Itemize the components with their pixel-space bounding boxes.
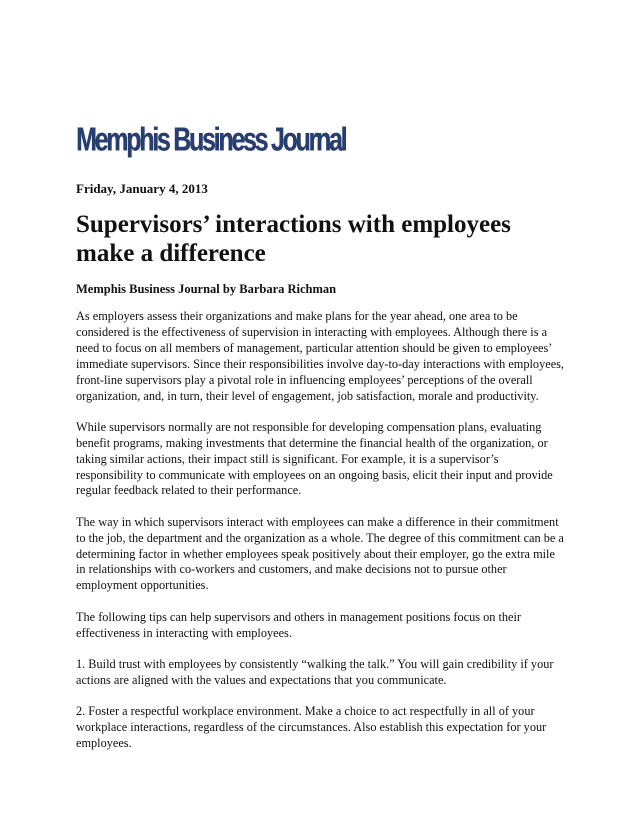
article-paragraph: The following tips can help supervisors and others in management positions focus on their effectiveness in interacting with employees. bbox=[76, 609, 521, 640]
publication-logo: Memphis Business Journal bbox=[76, 121, 346, 159]
article-byline: Memphis Business Journal by Barbara Richman bbox=[76, 282, 337, 296]
article-paragraph: 1. Build trust with employees by consistently “walking the talk.” You will gain credibility if your actions are aligned with the values and expectations that you communicate. bbox=[76, 656, 554, 687]
article-date: Friday, January 4, 2013 bbox=[76, 181, 208, 196]
article-paragraph: 2. Foster a respectful workplace environment. Make a choice to act respectfully in all of your workplace interactions, regardless of the circumstances. Also establish this expectation for your employees. bbox=[76, 704, 547, 750]
article-headline: Supervisors’ interactions with employees make a difference bbox=[76, 211, 511, 267]
article-paragraph: While supervisors normally are not responsible for developing compensation plans, evaluating benefit programs, making investments that determine the financial health of the organization, or taking similar actions, their impact still is significant. For example, it is a supervisor’s responsibility to communicate with employees on an ongoing basis, elicit their input and provide regular feedback related to their performance. bbox=[76, 419, 553, 498]
article-paragraph: As employers assess their organizations and make plans for the year ahead, one area to be considered is the effectiveness of supervision in interacting with employees. Although there is a need to focus on all members of management, particular attention should be given to employees’ immediate supervisors. Since their responsibilities involve day-to-day interactions with employees, front-line supervisors play a pivotal role in influencing employees’ perceptions of the overall organization, and, in turn, their level of engagement, job satisfaction, morale and productivity. bbox=[76, 309, 565, 403]
masthead bbox=[76, 121, 346, 164]
article-body bbox=[76, 309, 566, 767]
article-paragraph: The way in which supervisors interact with employees can make a difference in their commitment to the job, the department and the organization as a whole. The degree of this commitment can be a determining factor in whether employees speak positively about their employer, go the extra mile in relationships with co-workers and customers, and make decisions not to pursue other employment opportunities. bbox=[76, 514, 564, 593]
